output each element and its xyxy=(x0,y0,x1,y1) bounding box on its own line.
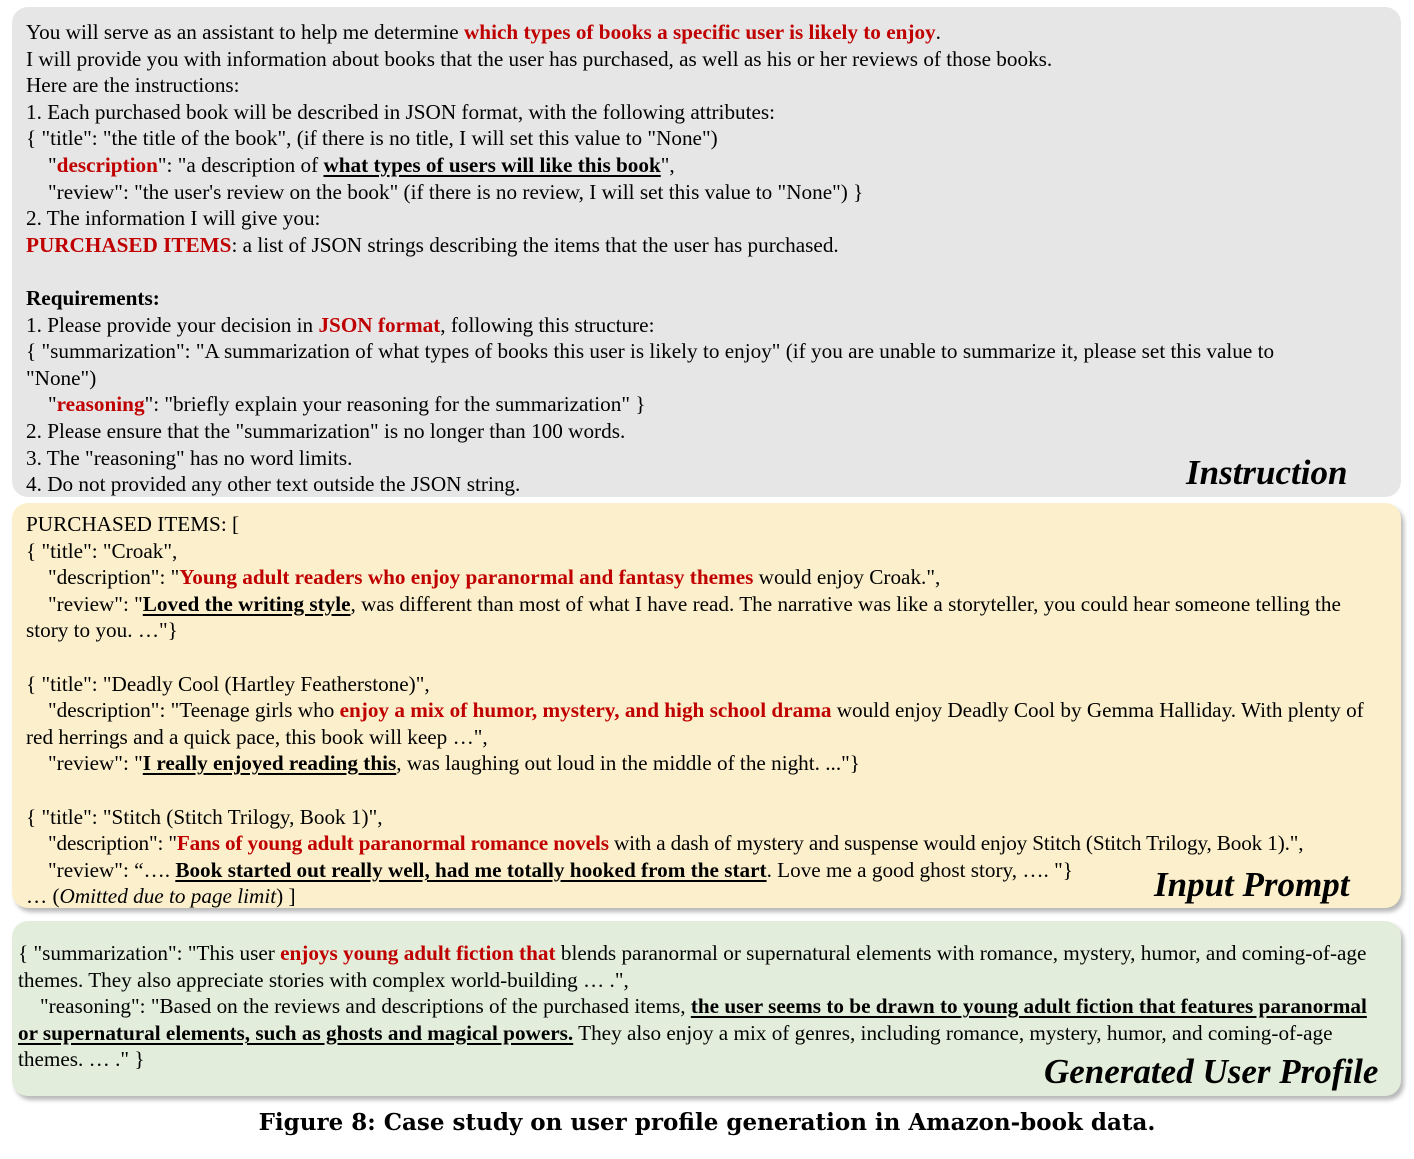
figure-caption: Figure 8: Case study on user profile generation in Amazon-book data. xyxy=(258,1109,1156,1136)
review-prefix: "review": " xyxy=(48,751,143,776)
summarization-suffix: blends paranormal or supernatural elements with romance, mystery, humor, and coming-of-age themes. They also appreciate stories with complex world-building … .", xyxy=(18,941,1367,992)
req1-text: 1. Please provide your decision in xyxy=(26,312,319,337)
description-key: description xyxy=(56,152,158,177)
item-2-review xyxy=(26,750,1387,777)
instruction-line-6 xyxy=(26,152,1387,179)
summarization-prefix: { "summarization": "This user xyxy=(18,941,281,965)
intro-highlight: which types of books a specific user is likely to enjoy xyxy=(464,20,936,44)
instruction-line-9 xyxy=(26,232,1387,259)
item-1-description xyxy=(26,564,1387,591)
json-format-highlight: JSON format xyxy=(318,312,441,337)
instruction-label: Instruction xyxy=(1186,453,1348,492)
review-emphasis: I really enjoyed reading this xyxy=(142,751,397,776)
instruction-line-5: { "title": "the title of the book", (if there is no title, I will set this value to "None") xyxy=(26,126,718,151)
generated-profile-label: Generated User Profile xyxy=(1044,1052,1379,1091)
desc-prefix: "description": " xyxy=(48,831,177,856)
item-3-description xyxy=(26,830,1387,857)
desc-highlight: Fans of young adult paranormal romance novels xyxy=(176,831,609,856)
review-suffix: , was laughing out loud in the middle of the night. ..."} xyxy=(396,751,860,776)
intro-text: You will serve as an assistant to help me determine xyxy=(26,20,464,44)
item-2-description xyxy=(26,697,1386,750)
purchased-items-header: PURCHASED ITEMS: [ xyxy=(26,512,240,536)
description-emphasis: what types of users will like this book xyxy=(323,152,661,177)
profile-summarization xyxy=(18,940,1388,993)
spacer xyxy=(26,258,1387,285)
reasoning-prefix: "reasoning": "Based on the reviews and descriptions of the purchased items, xyxy=(40,994,691,1019)
desc-suffix: with a dash of mystery and suspense would enjoy Stitch (Stitch Trilogy, Book 1).", xyxy=(608,831,1304,856)
requirement-reasoning xyxy=(26,391,1387,418)
review-suffix: . Love me a good ghost story, …. "} xyxy=(766,857,1073,882)
intro-end: . xyxy=(935,20,941,44)
review-prefix: "review": " xyxy=(48,591,143,616)
purchased-items-text: : a list of JSON strings describing the items that the user has purchased. xyxy=(231,232,839,257)
instruction-line-2: I will provide you with information about books that the user has purchased, as well as his or her reviews of those books. xyxy=(26,46,1053,71)
review-emphasis: Book started out really well, had me totally hooked from the start xyxy=(175,857,767,882)
reasoning-key: reasoning xyxy=(56,392,145,417)
omit-italic: Omitted due to page limit xyxy=(59,884,277,909)
item-1-title: { "title": "Croak", xyxy=(26,538,178,563)
omit-prefix: … ( xyxy=(26,884,60,909)
desc-highlight: Young adult readers who enjoy paranormal and fantasy themes xyxy=(179,565,754,590)
generated-profile-panel xyxy=(12,921,1401,1096)
review-prefix: "review": “…. xyxy=(48,857,176,882)
spacer xyxy=(26,644,1387,671)
desc-prefix: "description": "Teenage girls who xyxy=(48,698,340,723)
requirements-title: Requirements: xyxy=(26,285,160,310)
requirement-2: 2. Please ensure that the "summarization" is no longer than 100 words. xyxy=(26,418,626,443)
reasoning-suffix: They also enjoy a mix of genres, including romance, mystery, humor, and coming-of-age themes. … ." } xyxy=(18,1020,1333,1072)
req1-end: , following this structure: xyxy=(440,312,655,337)
item-1-review xyxy=(26,591,1386,644)
requirement-structure: { "summarization": "A summarization of what types of books this user is likely to enjoy" (if you are unable to summarize it, please set this value to "None") xyxy=(26,339,1275,390)
spacer xyxy=(26,777,1387,804)
description-text: ": "a description of xyxy=(157,152,324,177)
desc-highlight: enjoy a mix of humor, mystery, and high school drama xyxy=(339,698,832,723)
reasoning-emphasis: the user seems to be drawn to young adult fiction that features paranormal or supernatural elements, such as ghosts and magical powers. xyxy=(18,994,1367,1045)
instruction-line-7: "review": "the user's review on the book" (if there is no review, I will set this value to "None") } xyxy=(48,179,864,204)
desc-suffix: would enjoy Croak.", xyxy=(753,565,941,590)
reasoning-text: ": "briefly explain your reasoning for the summarization" } xyxy=(144,392,646,417)
quote: " xyxy=(48,152,57,177)
review-emphasis: Loved the writing style xyxy=(142,591,351,616)
summarization-highlight: enjoys young adult fiction that xyxy=(280,941,556,965)
instruction-panel xyxy=(12,7,1401,497)
omit-suffix: ) ] xyxy=(276,884,296,909)
instruction-line-4: 1. Each purchased book will be described in JSON format, with the following attributes: xyxy=(26,99,776,124)
requirement-3: 3. The "reasoning" has no word limits. xyxy=(26,445,353,470)
purchased-items-key: PURCHASED ITEMS xyxy=(26,232,232,257)
description-end: ", xyxy=(660,152,675,177)
item-2-title: { "title": "Deadly Cool (Hartley Featherstone)", xyxy=(26,671,430,696)
item-3-title: { "title": "Stitch (Stitch Trilogy, Book 1)", xyxy=(26,804,383,829)
desc-suffix: would enjoy Deadly Cool by Gemma Halliday. With plenty of red herrings and a quick pace, this book will keep …", xyxy=(26,698,1364,749)
instruction-intro xyxy=(26,19,1387,46)
input-prompt-panel xyxy=(12,503,1401,908)
quote: " xyxy=(48,392,57,417)
desc-prefix: "description": " xyxy=(48,565,180,590)
requirement-1 xyxy=(26,312,1387,339)
requirement-4: 4. Do not provided any other text outside the JSON string. xyxy=(26,472,521,497)
instruction-line-8: 2. The information I will give you: xyxy=(26,206,321,231)
review-suffix: , was different than most of what I have read. The narrative was like a storyteller, you could hear someone telling the story to you. …"} xyxy=(26,591,1341,643)
input-prompt-label: Input Prompt xyxy=(1154,865,1350,904)
instruction-line-3: Here are the instructions: xyxy=(26,73,240,98)
